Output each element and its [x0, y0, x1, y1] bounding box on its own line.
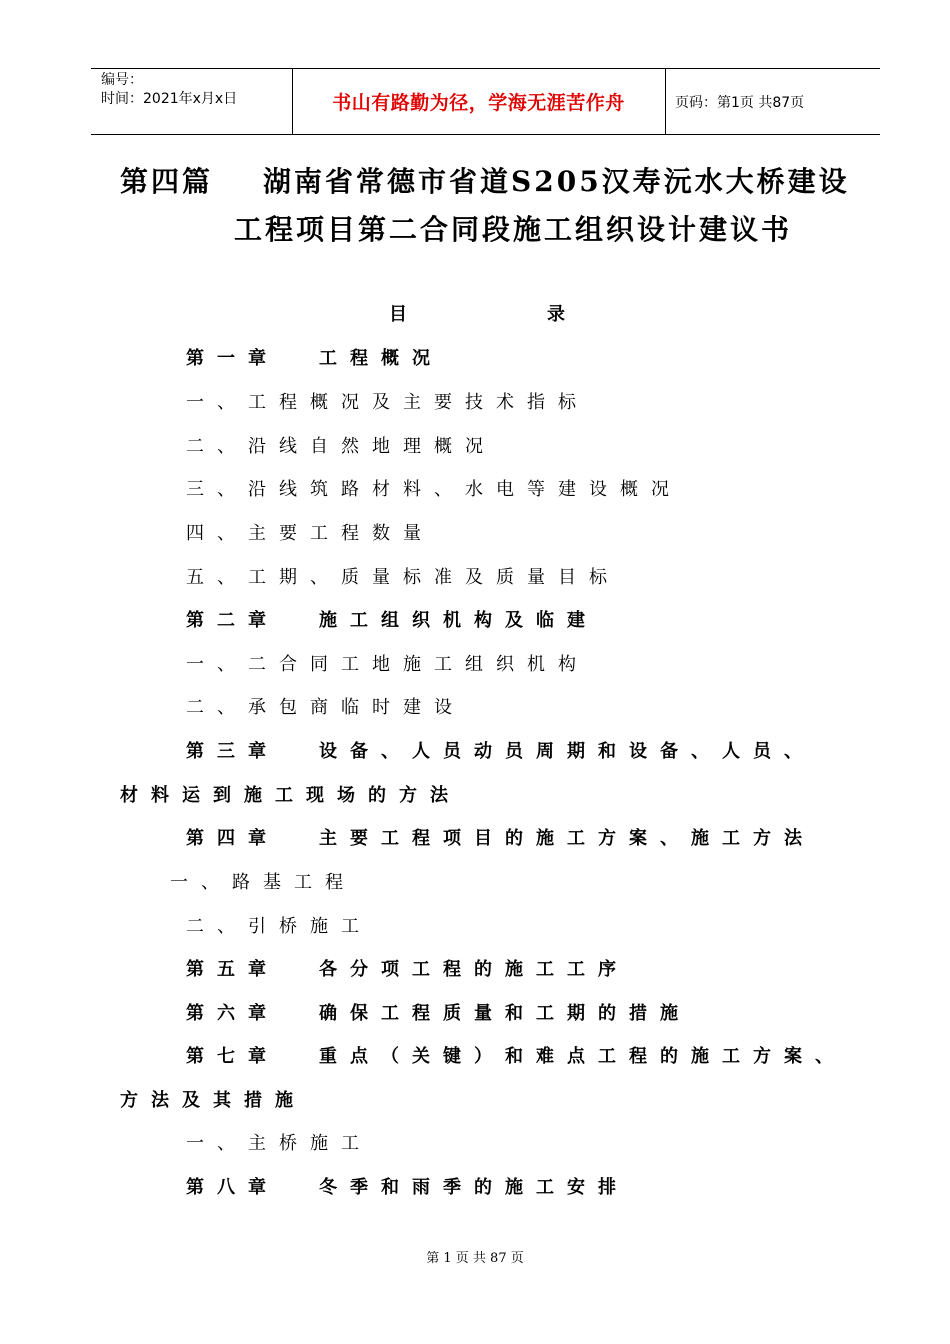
toc-item: 二、引桥施工: [186, 916, 372, 937]
toc-item: 一、主桥施工: [186, 1133, 372, 1154]
toc-chapter-number: 第二章: [186, 610, 279, 631]
toc-chapter-title: 设备、人员动员周期和设备、人员、: [319, 741, 815, 762]
toc-chapter-7: [186, 1042, 846, 1068]
header-page-info: 页码：第1页 共87页: [675, 95, 805, 111]
toc-item: 四、主要工程数量: [186, 523, 434, 544]
toc-item: 三、沿线筑路材料、水电等建设概况: [186, 479, 682, 500]
number-label: 编号：: [101, 72, 143, 88]
header-divider: [665, 69, 666, 134]
toc-heading: [389, 300, 565, 326]
toc-chapter-title: 工程概况: [319, 348, 443, 369]
toc-chapter-title: 各分项工程的施工工序: [319, 959, 629, 980]
part-label: 第四篇: [120, 165, 214, 198]
toc-chapter-number: 第四章: [186, 828, 279, 849]
toc-heading-left: 目: [389, 304, 407, 325]
toc-chapter-number: 第八章: [186, 1177, 279, 1198]
toc-chapter-1: [186, 344, 443, 370]
toc-chapter-3-continued: 材料运到施工现场的方法: [120, 785, 461, 806]
document-title-line-2: 工程项目第二合同段施工组织设计建议书: [234, 213, 793, 246]
toc-item: 二、沿线自然地理概况: [186, 436, 496, 457]
toc-chapter-title: 确保工程质量和工期的措施: [319, 1003, 691, 1024]
document-header: [91, 68, 880, 135]
toc-item: 一、路基工程: [170, 872, 356, 893]
toc-chapter-number: 第五章: [186, 959, 279, 980]
toc-chapter-6: [186, 999, 691, 1025]
toc-chapter-number: 第六章: [186, 1003, 279, 1024]
toc-chapter-title: 冬季和雨季的施工安排: [319, 1177, 629, 1198]
toc-item: 一、工程概况及主要技术指标: [186, 392, 589, 413]
toc-chapter-number: 第一章: [186, 348, 279, 369]
toc-item: 一、二合同工地施工组织机构: [186, 654, 589, 675]
toc-heading-right: 录: [547, 304, 565, 325]
toc-chapter-2: [186, 606, 598, 632]
time-label: 时间：2021年x月x日: [101, 91, 238, 107]
toc-chapter-title: 主要工程项目的施工方案、施工方法: [319, 828, 815, 849]
toc-item: 二、承包商临时建设: [186, 697, 465, 718]
toc-chapter-8: [186, 1173, 629, 1199]
toc-chapter-title: 施工组织机构及临建: [319, 610, 598, 631]
toc-item: 五、工期、质量标准及质量目标: [186, 567, 620, 588]
toc-chapter-4: [186, 824, 815, 850]
page-footer: 第 1 页 共 87 页: [426, 1251, 524, 1266]
toc-chapter-title: 重点（关键）和难点工程的施工方案、: [319, 1046, 846, 1067]
document-title-line-1: [120, 160, 850, 200]
toc-chapter-5: [186, 955, 629, 981]
header-meta: [101, 71, 237, 109]
toc-chapter-number: 第三章: [186, 741, 279, 762]
header-motto: 书山有路勤为径，学海无涯苦作舟: [332, 92, 625, 114]
toc-chapter-number: 第七章: [186, 1046, 279, 1067]
toc-chapter-3: [186, 737, 815, 763]
toc-chapter-7-continued: 方法及其措施: [120, 1090, 306, 1111]
title-text-1: 湖南省常德市省道S205汉寿沅水大桥建设: [263, 165, 850, 198]
